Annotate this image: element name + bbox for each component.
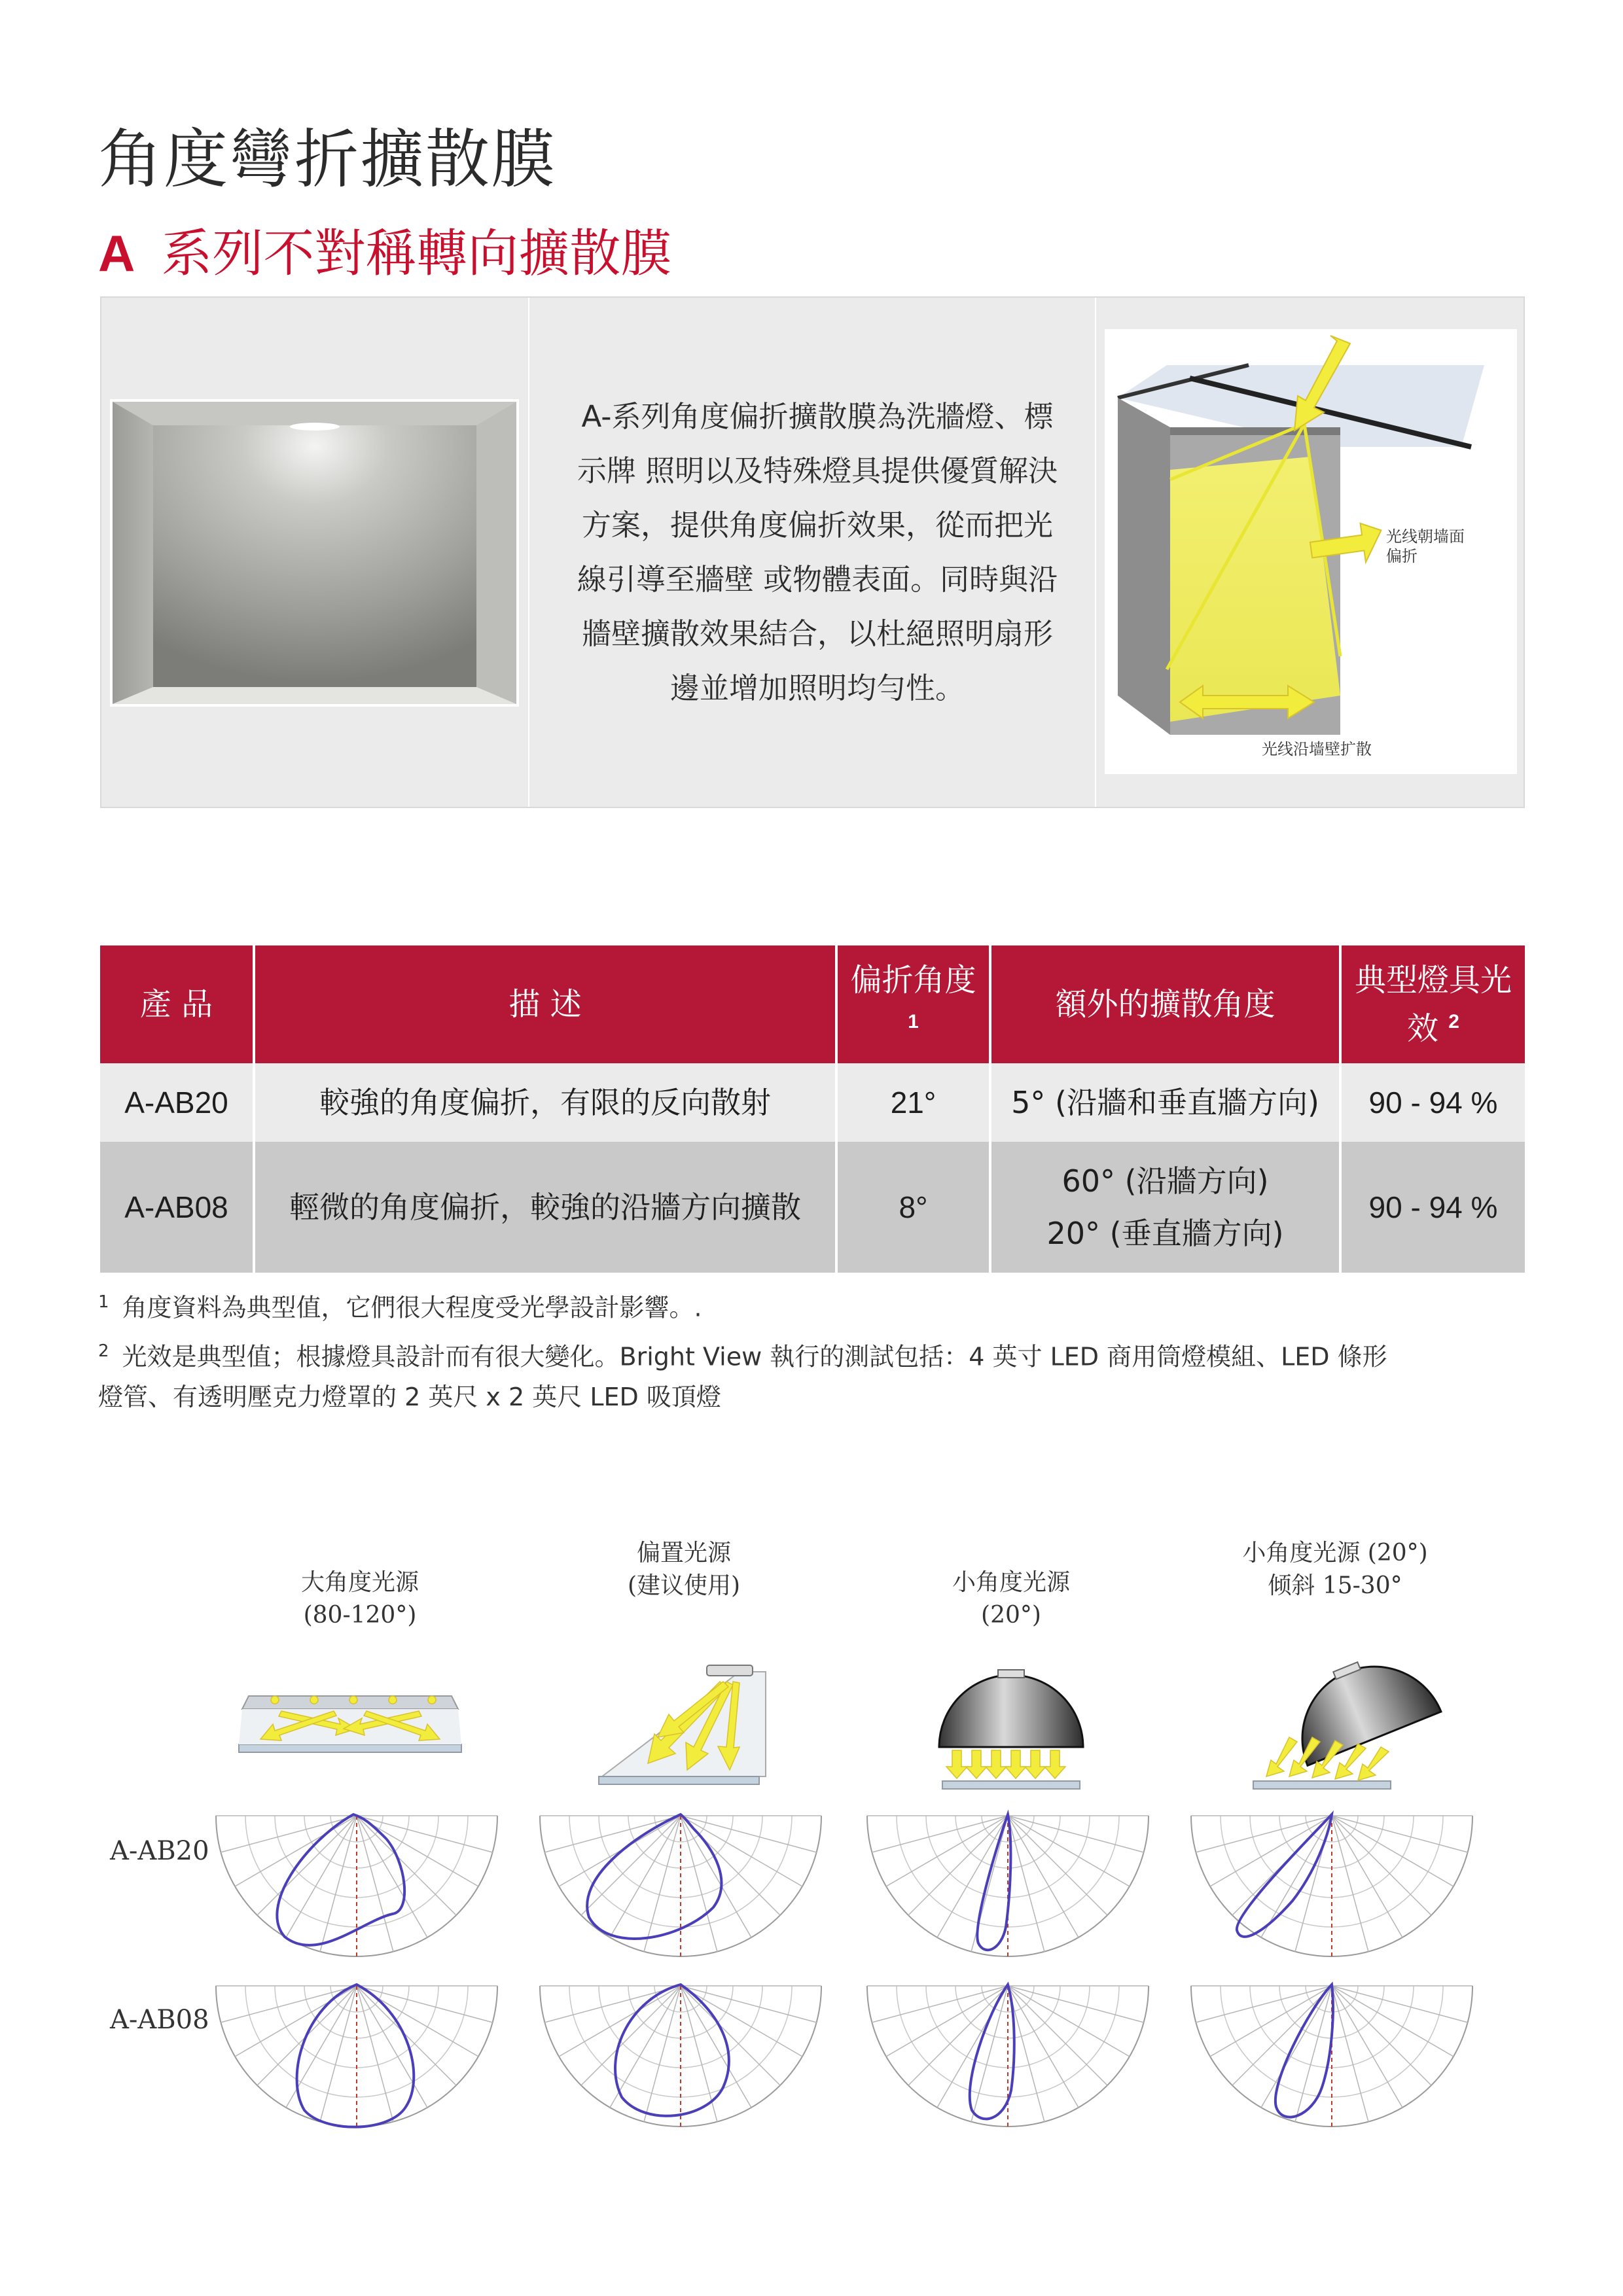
intro-divider [528, 298, 529, 807]
diagram-label-deflect: 光线朝墙面 [1386, 527, 1465, 546]
cell-description: 輕微的角度偏折，較強的沿牆方向擴散 [254, 1142, 836, 1273]
row-label: A-AB20 [110, 1836, 209, 1866]
offset-light-source-icon [599, 1665, 766, 1784]
column-label: (建议使用) [627, 1572, 741, 1599]
column-label: 小角度光源 (20°) [1242, 1540, 1428, 1566]
cell-spread-line: 60° (沿牆方向) [1061, 1163, 1269, 1199]
wall-wash-diagram [1105, 329, 1517, 774]
footnote-ref-2: 2 [1448, 1011, 1459, 1033]
polar-chart [216, 1985, 497, 2127]
page-title: 角度彎折擴散膜 [98, 122, 557, 197]
cell-efficiency: 90 - 94 % [1368, 1190, 1498, 1224]
polar-chart [540, 1814, 821, 1956]
header-description: 描 述 [254, 945, 836, 1063]
column-label: (20°) [981, 1602, 1041, 1629]
header-deflect-angle [836, 945, 990, 1063]
header-efficiency-label: 典型燈具光 [1354, 962, 1512, 998]
series-title [98, 213, 671, 286]
series-name: 系列不對稱轉向擴散膜 [161, 224, 672, 283]
wide-light-source-icon [239, 1696, 461, 1752]
table-header-row [100, 945, 1525, 1063]
intro-line: 邊並增加照明均勻性。 [669, 671, 965, 705]
polar-chart [540, 1985, 821, 2127]
cell-description: 較強的角度偏折，有限的反向散射 [254, 1063, 836, 1142]
footnote-continuation [98, 1374, 1525, 1420]
intro-line: 示牌 照明以及特殊燈具提供優質解決 [577, 453, 1058, 488]
column-label: 大角度光源 [300, 1569, 419, 1596]
cell-spread-line: 5° (沿牆和垂直牆方向) [1011, 1085, 1319, 1120]
cell-efficiency: 90 - 94 % [1368, 1086, 1498, 1120]
spec-table [100, 945, 1525, 1273]
cell-product: A-AB20 [100, 1063, 254, 1142]
column-label: (80-120°) [303, 1602, 417, 1629]
footnote [98, 1279, 1525, 1331]
cell-spread-line: 20° (垂直牆方向) [1046, 1216, 1284, 1251]
wall-wash-photo [110, 399, 519, 707]
footnote-number: 2 [98, 1341, 109, 1361]
row-label: A-AB08 [110, 2005, 209, 2035]
footnote-text: 燈管、有透明壓克力燈罩的 2 英尺 x 2 英尺 LED 吸頂燈 [98, 1383, 721, 1411]
cell-deflect: 8° [836, 1142, 990, 1273]
cell-spread [990, 1063, 1340, 1142]
intro-description [535, 389, 1099, 715]
intro-line: 線引導至牆壁 或物體表面。同時與沿 [577, 562, 1058, 597]
narrow-light-source-icon [939, 1670, 1083, 1789]
column-label: 偏置光源 [636, 1540, 732, 1566]
tilted-light-source-icon [1253, 1640, 1441, 1789]
footnote [98, 1328, 1525, 1380]
column-label: 小角度光源 [952, 1569, 1071, 1596]
cell-deflect: 21° [836, 1063, 990, 1142]
polar-chart [216, 1814, 497, 1956]
series-prefix: A [98, 224, 135, 282]
header-efficiency-label-2: 效 [1407, 1010, 1439, 1047]
header-product: 產 品 [100, 945, 254, 1063]
polar-chart [1191, 1985, 1472, 2127]
table-row [100, 1142, 1525, 1273]
polar-chart [867, 1814, 1149, 1956]
footnote-text: 光效是典型值；根據燈具設計而有很大變化。Bright View 執行的測試包括：4 英寸 LED 商用筒燈模組、LED 條形 [122, 1342, 1387, 1371]
footnote-ref-1: 1 [908, 1011, 919, 1033]
header-deflect-label: 偏折角度 [850, 962, 976, 998]
cell-spread [990, 1142, 1340, 1273]
footnote-number: 1 [98, 1292, 109, 1312]
light-distribution-figure [0, 1525, 1623, 2270]
diagram-label-spread: 光线沿墙壁扩散 [1262, 740, 1372, 758]
diagram-label-deflect: 偏折 [1386, 547, 1418, 565]
polar-chart [1191, 1814, 1472, 1956]
intro-line: 牆壁擴散效果結合，以杜絕照明扇形 [581, 616, 1053, 651]
table-row [100, 1063, 1525, 1142]
footnote-text: 角度資料為典型值，它們很大程度受光學設計影響。. [122, 1293, 702, 1322]
header-extra-spread: 額外的擴散角度 [990, 945, 1340, 1063]
intro-line: 方案，提供角度偏折效果，從而把光 [581, 508, 1053, 542]
intro-line: A-系列角度偏折擴散膜為洗牆燈、標 [581, 399, 1054, 434]
polar-chart [867, 1985, 1149, 2127]
cell-product: A-AB08 [100, 1142, 254, 1273]
header-efficiency [1340, 945, 1525, 1063]
column-label: 倾斜 15-30° [1268, 1572, 1402, 1599]
